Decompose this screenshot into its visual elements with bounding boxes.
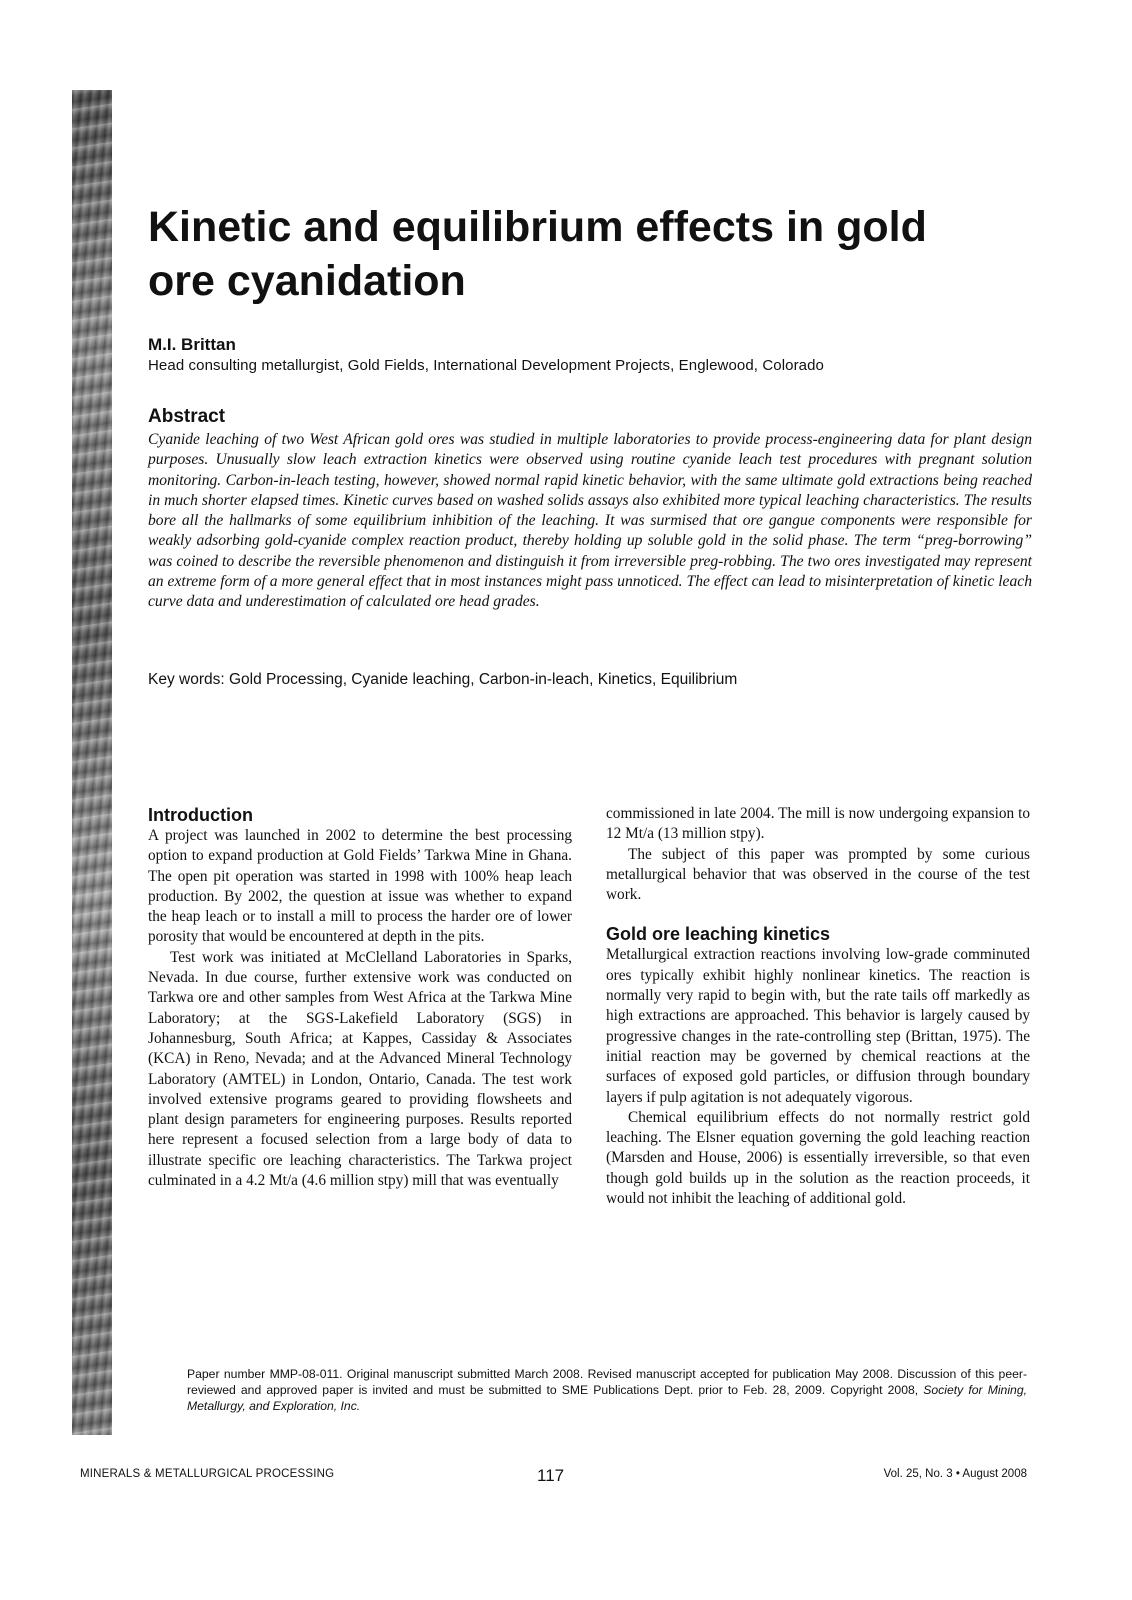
kinetics-paragraph: Metallurgical extraction reactions involving low-grade comminuted ores typically exhibit highly nonlinear kinetics. The reaction is normally very rapid to begin with, but the rate tails off markedly as high extractions are approached. This behavior is largely caused by progressive changes in the rate-controlling step (Brittan, 1975). The initial reaction may be governed by chemical reactions at the surfaces of exposed gold particles, or diffusion through boundary layers if pulp agitation is not adequately vigorous. <box>606 946 1030 1106</box>
paper-footnote <box>187 1366 1027 1414</box>
kinetics-paragraph: Chemical equilibrium effects do not normally restrict gold leaching. The Elsner equation governing the gold leaching reaction (Marsden and House, 2006) is essentially irreversible, so that even though gold builds up in the solution as the reaction proceeds, it would not inhibit the leaching of additional gold. <box>606 1108 1030 1208</box>
footnote-text: Paper number MMP-08-011. Original manuscript submitted March 2008. Revised manuscript accepted for publication May 2008. Discussion of this peer-reviewed and approved paper is invited and must be submitted to SME Publications Dept. prior to Feb. 28, 2009. Copyright 2008, <box>187 1367 1027 1397</box>
kinetics-heading: Gold ore leaching kinetics <box>606 924 831 945</box>
footnote-copyright-holder: Society for Mining, Metallurgy, and Exploration, Inc. <box>187 1383 1027 1413</box>
author-affiliation: Head consulting metallurgist, Gold Fields, International Development Projects, Englewood, Colorado <box>148 357 824 374</box>
intro-paragraph: A project was launched in 2002 to determine the best processing option to expand production at Gold Fields’ Tarkwa Mine in Ghana. The open pit operation was started in 1998 with 100% heap leach production. By 2002, the question at issue was whether to expand the heap leach or to install a mill to process the harder ore of lower porosity that would be encountered at depth in the pits. <box>148 827 572 946</box>
right-column <box>606 804 1030 1209</box>
author-name: M.I. Brittan <box>148 335 236 354</box>
keywords: Key words: Gold Processing, Cyanide leaching, Carbon-in-leach, Kinetics, Equilibrium <box>148 671 738 688</box>
decorative-side-strip <box>72 90 112 1435</box>
issue-info: Vol. 25, No. 3 • August 2008 <box>883 1468 1027 1480</box>
intro-paragraph: Test work was initiated at McClelland Laboratories in Sparks, Nevada. In due course, further extensive work was conducted on Tarkwa ore and other samples from West Africa at the Tarkwa Mine Laboratory; at the SGS-Lakefield Laboratory (SGS) in Johannesburg, South Africa; at Kappes, Cassiday & Associates (KCA) in Reno, Nevada; and at the Advanced Mineral Technology Laboratory (AMTEL) in London, Ontario, Canada. The test work involved extensive programs geared to providing flowsheets and plant design parameters for engineering purposes. Results reported here represent a focused selection from a large body of data to illustrate specific ore leaching characteristics. The Tarkwa project culminated in a 4.2 Mt/a (4.6 million stpy) mill that was eventually <box>148 948 572 1190</box>
intro-paragraph: The subject of this paper was prompted by some curious metallurgical behavior that was observed in the course of the test work. <box>606 845 1030 904</box>
abstract-body: Cyanide leaching of two West African gold ores was studied in multiple laboratories to provide process-engineering data for plant design purposes. Unusually slow leach extraction kinetics were observed using routine cyanide leach test procedures with pregnant solution monitoring. Carbon-in-leach testing, however, showed normal rapid kinetic behavior, with the same ultimate gold extractions being reached in much shorter elapsed times. Kinetic curves based on washed solids assays also exhibited more typical leaching characteristics. The results bore all the hallmarks of some equilibrium inhibition of the leaching. It was surmised that ore gangue components were responsible for weakly adsorbing gold-cyanide complex reaction product, thereby holding up soluble gold in the solid phase. The term “preg-borrowing” was coined to describe the reversible phenomenon and distinguish it from irreversible preg-robbing. The two ores investigated may represent an extreme form of a more general effect that in most instances might pass unnoticed. The effect can lead to misinterpretation of kinetic leach curve data and underestimation of calculated ore head grades. <box>148 431 1032 611</box>
abstract-heading: Abstract <box>148 406 226 427</box>
intro-paragraph: commissioned in late 2004. The mill is now undergoing expansion to 12 Mt/a (13 million stpy). <box>606 805 1030 843</box>
journal-name: MINERALS & METALLURGICAL PROCESSING <box>80 1468 335 1480</box>
paper-title: Kinetic and equilibrium effects in gold ore cyanidation <box>148 203 927 305</box>
left-column <box>148 804 572 1191</box>
page-number: 117 <box>537 1466 565 1485</box>
introduction-heading: Introduction <box>148 805 253 825</box>
